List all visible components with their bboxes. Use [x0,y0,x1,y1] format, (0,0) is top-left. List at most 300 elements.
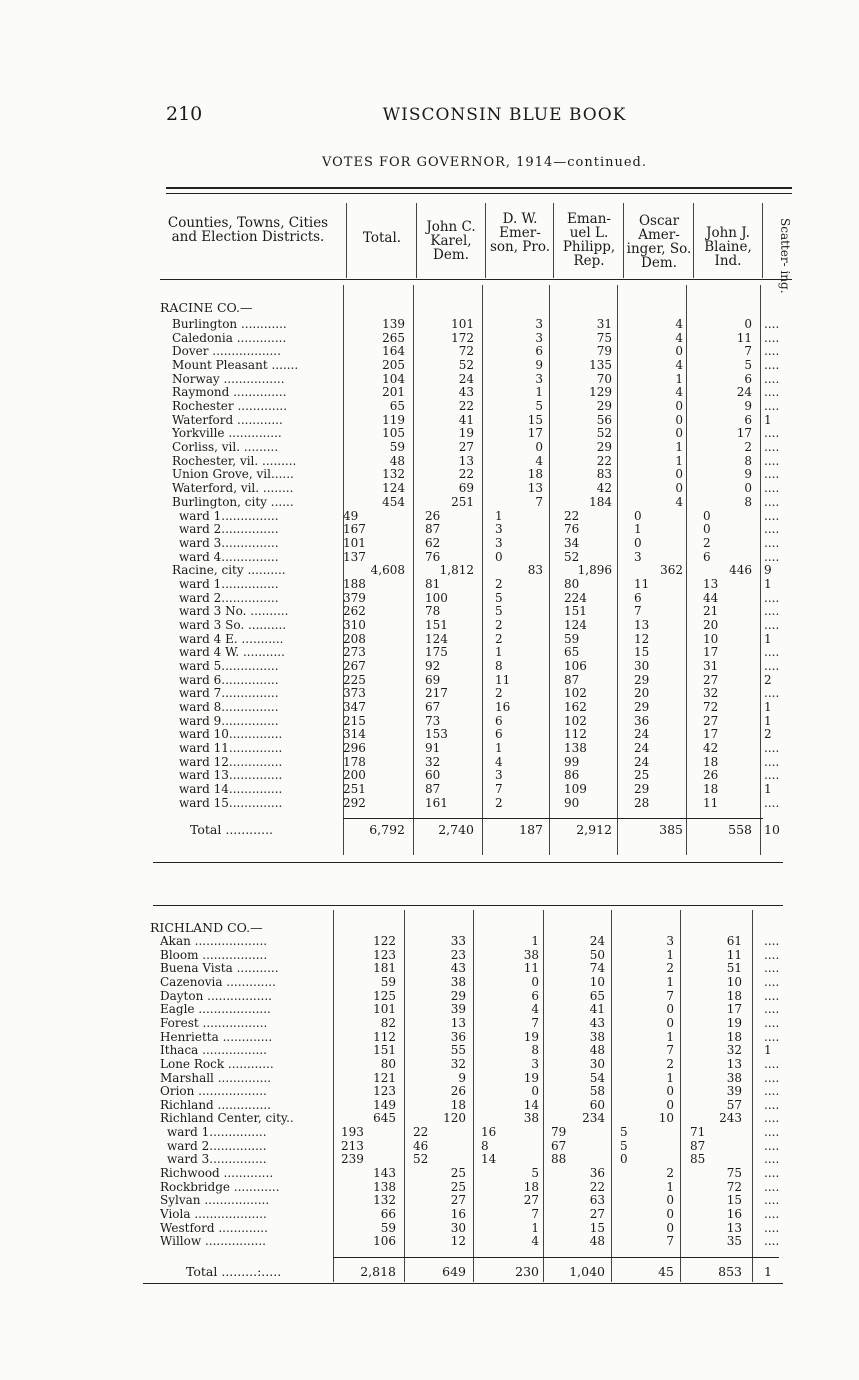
district-name: ward 6............... [179,673,279,687]
blaine-cell: 9 [744,399,752,414]
philipp-cell: 79 [551,1125,567,1140]
philipp-cell: 63 [589,1193,605,1208]
table-row [0,1181,859,1195]
blaine-cell: 87 [690,1138,706,1153]
table-row [0,1208,859,1222]
total-cell: 139 [382,317,405,331]
table-row [0,1222,859,1236]
blaine-cell: 17 [703,727,719,742]
karel-cell: 69 [425,672,441,687]
blaine-cell: 0 [703,522,711,537]
district-name: Richland .............. [160,1098,271,1112]
total-cell: 205 [382,358,405,373]
scattering-cell: .... [764,1056,780,1071]
ameringer-cell: 2 [666,1166,674,1181]
scattering-cell: 9 [764,563,772,578]
total-cell: 121 [373,1070,396,1085]
total-cell: 82 [380,1015,396,1030]
district-name: Henrietta ............. [160,1030,273,1044]
district-name: ward 3............... [179,536,279,550]
table-row [0,318,859,332]
blaine-cell: 18 [726,988,742,1003]
blaine-cell: 11 [726,947,742,962]
table-row [0,564,859,578]
scattering-cell: .... [764,1193,780,1208]
table-row [0,715,859,729]
district-name: Rochester, vil. ......... [172,454,297,468]
district-name: ward 1............... [179,577,279,591]
karel-cell: 25 [450,1179,466,1194]
total-cell: 149 [373,1097,396,1112]
scattering-cell: .... [764,686,780,701]
karel-cell: 9 [458,1070,466,1085]
ameringer-sum: 385 [659,822,683,837]
district-name: ward 2............... [179,523,279,537]
table-row [0,797,859,811]
philipp-cell: 99 [564,754,580,769]
ameringer-sum: 45 [658,1264,674,1279]
emerson-cell: 7 [495,782,503,797]
total-cell: 296 [343,741,366,756]
ameringer-cell: 4 [675,385,683,400]
karel-cell: 27 [450,1193,466,1208]
karel-cell: 52 [458,358,474,373]
scattering-cell: .... [764,1125,780,1140]
karel-cell: 91 [425,741,441,756]
karel-cell: 87 [425,522,441,537]
emerson-cell: 6 [531,988,539,1003]
emerson-cell: 7 [531,1015,539,1030]
total-cell: 188 [343,576,366,591]
table-row [0,592,859,606]
district-name: Forest ................. [160,1016,268,1030]
emerson-cell: 38 [523,1111,539,1126]
district-name: Richland Center, city.. [160,1112,294,1126]
scattering-cell: .... [764,481,780,496]
table-row [0,400,859,414]
blaine-cell: 18 [726,1029,742,1044]
emerson-cell: 7 [531,1207,539,1221]
table-row [0,441,859,455]
scattering-sum: 10 [764,822,780,837]
total-cell: 137 [343,549,366,564]
blaine-cell: 15 [726,1193,742,1208]
total-cell: 119 [382,412,405,427]
total-sum: 2,818 [360,1264,396,1279]
blaine-cell: 0 [744,481,752,496]
total-cell: 59 [389,440,405,455]
ameringer-cell: 7 [666,988,674,1003]
racine-end-rule [153,862,783,863]
philipp-cell: 86 [564,768,580,783]
karel-cell: 251 [451,494,474,509]
table-row [0,496,859,510]
ameringer-cell: 362 [660,563,683,578]
philipp-cell: 22 [596,453,612,468]
total-cell: 123 [373,1084,396,1099]
total-sum: 6,792 [369,822,405,837]
district-name: ward 1............... [167,1126,267,1140]
blaine-cell: 8 [744,453,752,468]
total-cell: 4,608 [370,563,405,578]
table-row [0,551,859,565]
blaine-cell: 7 [744,344,752,359]
emerson-cell: 1 [495,508,503,523]
scattering-cell: 1 [764,782,772,797]
blaine-cell: 6 [744,412,752,427]
district-name: ward 3............... [167,1153,267,1167]
ameringer-cell: 1 [675,371,683,386]
table-row [0,1153,859,1167]
scattering-cell: .... [764,1138,780,1153]
karel-cell: 23 [450,947,466,962]
column-rule [762,203,763,278]
emerson-sum: 230 [515,1264,539,1279]
district-name: Willow ................ [160,1235,266,1249]
emerson-cell: 5 [531,1166,539,1181]
blaine-cell: 42 [703,741,719,756]
ameringer-cell: 5 [620,1125,628,1140]
ameringer-cell: 0 [675,344,683,359]
total-cell: 251 [343,782,366,797]
philipp-cell: 27 [589,1207,605,1221]
district-name: ward 15.............. [179,796,283,810]
total-cell: 104 [382,371,405,386]
blaine-cell: 44 [703,590,719,605]
district-name: Dayton ................. [160,989,272,1003]
karel-cell: 22 [458,467,474,482]
total-cell: 265 [382,330,405,345]
district-name: Union Grove, vil...... [172,468,294,482]
philipp-cell: 65 [589,988,605,1003]
emerson-cell: 5 [495,590,503,605]
emerson-cell: 16 [495,700,511,715]
total-cell: 379 [343,590,366,605]
ameringer-cell: 36 [634,713,650,728]
total-cell: 181 [373,961,396,976]
karel-cell: 22 [413,1125,429,1140]
ameringer-cell: 1 [666,1179,674,1194]
ameringer-cell: 0 [666,1207,674,1221]
header-philipp: Eman- uel L. Philipp, Rep. [562,211,616,269]
scattering-cell: .... [764,494,780,509]
philipp-cell: 48 [589,1043,605,1058]
philipp-cell: 129 [589,385,612,400]
blaine-cell: 57 [726,1097,742,1112]
table-row [0,537,859,551]
ameringer-cell: 0 [675,426,683,441]
table-row [0,687,859,701]
ameringer-cell: 1 [675,453,683,468]
table-row [0,1112,859,1126]
ameringer-cell: 29 [634,700,650,715]
blaine-cell: 21 [703,604,719,619]
scattering-cell: .... [764,645,780,660]
total-cell: 310 [343,617,366,632]
ameringer-cell: 0 [675,481,683,496]
scattering-cell: 1 [764,700,772,715]
header-top-rule [166,187,792,189]
blaine-sum: 853 [718,1264,742,1279]
header-blaine: John J. Blaine, Ind. [704,225,752,269]
ameringer-cell: 0 [666,1015,674,1030]
scattering-cell: .... [764,426,780,441]
philipp-cell: 41 [589,1002,605,1017]
ameringer-cell: 1 [666,947,674,962]
ameringer-cell: 0 [666,1002,674,1017]
karel-cell: 25 [450,1166,466,1181]
ameringer-cell: 29 [634,782,650,797]
blaine-cell: 9 [744,467,752,482]
table-row [0,359,859,373]
scattering-cell: .... [764,1070,780,1085]
district-name: ward 5............... [179,660,279,673]
ameringer-cell: 0 [675,467,683,482]
table-row [0,468,859,482]
philipp-cell: 36 [589,1166,605,1181]
karel-cell: 13 [458,453,474,468]
emerson-cell: 4 [495,754,503,769]
total-cell: 105 [382,426,405,441]
table-row [0,701,859,715]
blaine-cell: 13 [726,1056,742,1071]
karel-cell: 52 [413,1152,429,1167]
district-name: ward 2............... [167,1139,267,1153]
column-rule [346,203,347,278]
district-name: Rockbridge ............ [160,1180,280,1194]
karel-cell: 69 [458,481,474,496]
district-name: Westford ............. [160,1221,268,1235]
emerson-cell: 38 [523,947,539,962]
table-row [0,1058,859,1072]
karel-cell: 101 [451,317,474,331]
emerson-cell: 83 [527,563,543,578]
district-name: ward 14.............. [179,783,283,797]
ameringer-cell: 0 [620,1152,628,1167]
table-row [0,1126,859,1140]
karel-cell: 18 [450,1097,466,1112]
philipp-cell: 138 [564,741,587,756]
emerson-cell: 9 [535,358,543,373]
blaine-cell: 17 [736,426,752,441]
blaine-cell: 13 [703,576,719,591]
blaine-cell: 6 [703,549,711,564]
blaine-cell: 6 [744,371,752,386]
scattering-cell: 1 [764,1043,772,1058]
emerson-cell: 3 [495,768,503,783]
blaine-cell: 10 [703,631,719,646]
ameringer-cell: 24 [634,741,650,756]
ameringer-cell: 1 [666,1070,674,1085]
scattering-cell: .... [764,768,780,783]
scattering-cell: .... [764,399,780,414]
karel-cell: 39 [450,1002,466,1017]
emerson-cell: 1 [495,741,503,756]
philipp-cell: 124 [564,617,587,632]
philipp-cell: 79 [596,344,612,359]
table-row [0,990,859,1004]
scattering-cell: .... [764,344,780,359]
district-name: ward 10.............. [179,728,283,742]
philipp-cell: 24 [589,934,605,948]
total-cell: 262 [343,604,366,619]
blaine-cell: 19 [726,1015,742,1030]
ameringer-cell: 24 [634,754,650,769]
philipp-sum: 1,040 [569,1264,605,1279]
karel-cell: 1,812 [439,563,474,578]
emerson-cell: 4 [535,453,543,468]
karel-cell: 19 [458,426,474,441]
header-district: Counties, Towns, Cities and Election Districts. [167,215,329,245]
total-cell: 59 [380,1220,396,1235]
philipp-cell: 1,896 [577,563,612,578]
total-cell: 373 [343,686,366,701]
scattering-cell: .... [764,1015,780,1030]
header-ameringer: Oscar Amer- inger, So. Dem. [626,213,692,271]
emerson-cell: 14 [523,1097,539,1112]
header-karel: John C. Karel, Dem. [426,219,476,263]
emerson-cell: 3 [535,317,543,331]
district-name: ward 4............... [179,550,279,564]
emerson-cell: 5 [495,604,503,619]
scattering-cell: .... [764,1002,780,1017]
district-name: Burlington ............ [172,318,287,331]
ameringer-cell: 30 [634,659,650,673]
district-name: Waterford ............ [172,413,283,427]
philipp-cell: 162 [564,700,587,715]
ameringer-cell: 4 [675,317,683,331]
karel-cell: 120 [443,1111,466,1126]
emerson-cell: 19 [523,1029,539,1044]
scattering-cell: .... [764,1207,780,1221]
column-rule [416,203,417,278]
philipp-cell: 70 [596,371,612,386]
header-top-rule-2 [166,193,792,194]
district-name: Eagle ................... [160,1003,271,1017]
philipp-cell: 112 [564,727,587,742]
philipp-cell: 88 [551,1152,567,1167]
philipp-cell: 151 [564,604,587,619]
scattering-cell: .... [764,604,780,619]
emerson-cell: 3 [495,535,503,550]
table-row [0,427,859,441]
philipp-cell: 22 [589,1179,605,1194]
total-label: Total ............ [190,822,274,837]
karel-cell: 29 [450,988,466,1003]
blaine-cell: 243 [719,1111,742,1126]
table-row [0,345,859,359]
richland-top-rule [153,905,783,906]
philipp-cell: 38 [589,1029,605,1044]
emerson-cell: 13 [527,481,543,496]
philipp-cell: 75 [596,330,612,345]
karel-cell: 26 [425,508,441,523]
district-name: ward 1............... [179,509,279,523]
emerson-cell: 4 [531,1234,539,1249]
blaine-cell: 75 [726,1166,742,1181]
karel-cell: 26 [450,1084,466,1099]
karel-cell: 172 [451,330,474,345]
karel-cell: 92 [425,659,441,673]
table-row [0,769,859,783]
total-cell: 239 [341,1152,364,1167]
karel-cell: 151 [425,617,448,632]
district-name: Lone Rock ............ [160,1057,274,1071]
philipp-cell: 135 [589,358,612,373]
philipp-cell: 54 [589,1070,605,1085]
karel-cell: 217 [425,686,448,701]
karel-cell: 78 [425,604,441,619]
emerson-cell: 8 [531,1043,539,1058]
ameringer-cell: 13 [634,617,650,632]
emerson-cell: 14 [481,1152,497,1167]
table-row [0,1099,859,1113]
blaine-cell: 24 [736,385,752,400]
blaine-cell: 39 [726,1084,742,1099]
scattering-cell: 1 [764,631,772,646]
philipp-cell: 22 [564,508,580,523]
district-name: Sylvan ................. [160,1194,270,1208]
table-row [0,482,859,496]
philipp-cell: 42 [596,481,612,496]
emerson-cell: 15 [527,412,543,427]
ameringer-cell: 7 [634,604,642,619]
district-name: ward 4 E. ........... [179,632,284,646]
blaine-cell: 27 [703,672,719,687]
karel-cell: 38 [450,974,466,989]
district-name: Burlington, city ...... [172,495,294,509]
blaine-cell: 0 [703,508,711,523]
philipp-cell: 10 [589,974,605,989]
blaine-cell: 0 [744,317,752,331]
karel-cell: 124 [425,631,448,646]
philipp-cell: 74 [589,961,605,976]
total-cell: 213 [341,1138,364,1153]
blaine-cell: 51 [726,961,742,976]
karel-cell: 81 [425,576,441,591]
table-row [0,1017,859,1031]
table-row [0,386,859,400]
column-rule [485,203,486,278]
emerson-cell: 1 [535,385,543,400]
scattering-cell: .... [764,590,780,605]
scattering-cell: .... [764,371,780,386]
total-cell: 123 [373,947,396,962]
header-total: Total. [362,230,402,246]
district-name: Rochester ............. [172,400,288,414]
karel-cell: 46 [413,1138,429,1153]
blaine-cell: 17 [726,1002,742,1017]
district-name: ward 3 No. .......... [179,605,289,619]
district-name: Cazenovia ............. [160,975,276,989]
ameringer-cell: 2 [666,961,674,976]
philipp-cell: 52 [596,426,612,441]
total-cell: 178 [343,754,366,769]
scattering-cell: .... [764,549,780,564]
karel-cell: 43 [450,961,466,976]
scattering-cell: .... [764,1166,780,1181]
emerson-cell: 0 [531,1084,539,1099]
emerson-cell: 5 [535,399,543,414]
scattering-cell: .... [764,1152,780,1167]
district-name: Ithaca ................. [160,1044,267,1058]
total-cell: 138 [373,1179,396,1194]
total-cell: 454 [382,494,405,509]
table-row [0,414,859,428]
table-row [0,578,859,592]
district-name: ward 3 So. .......... [179,618,287,632]
district-name: Richwood ............. [160,1167,274,1181]
